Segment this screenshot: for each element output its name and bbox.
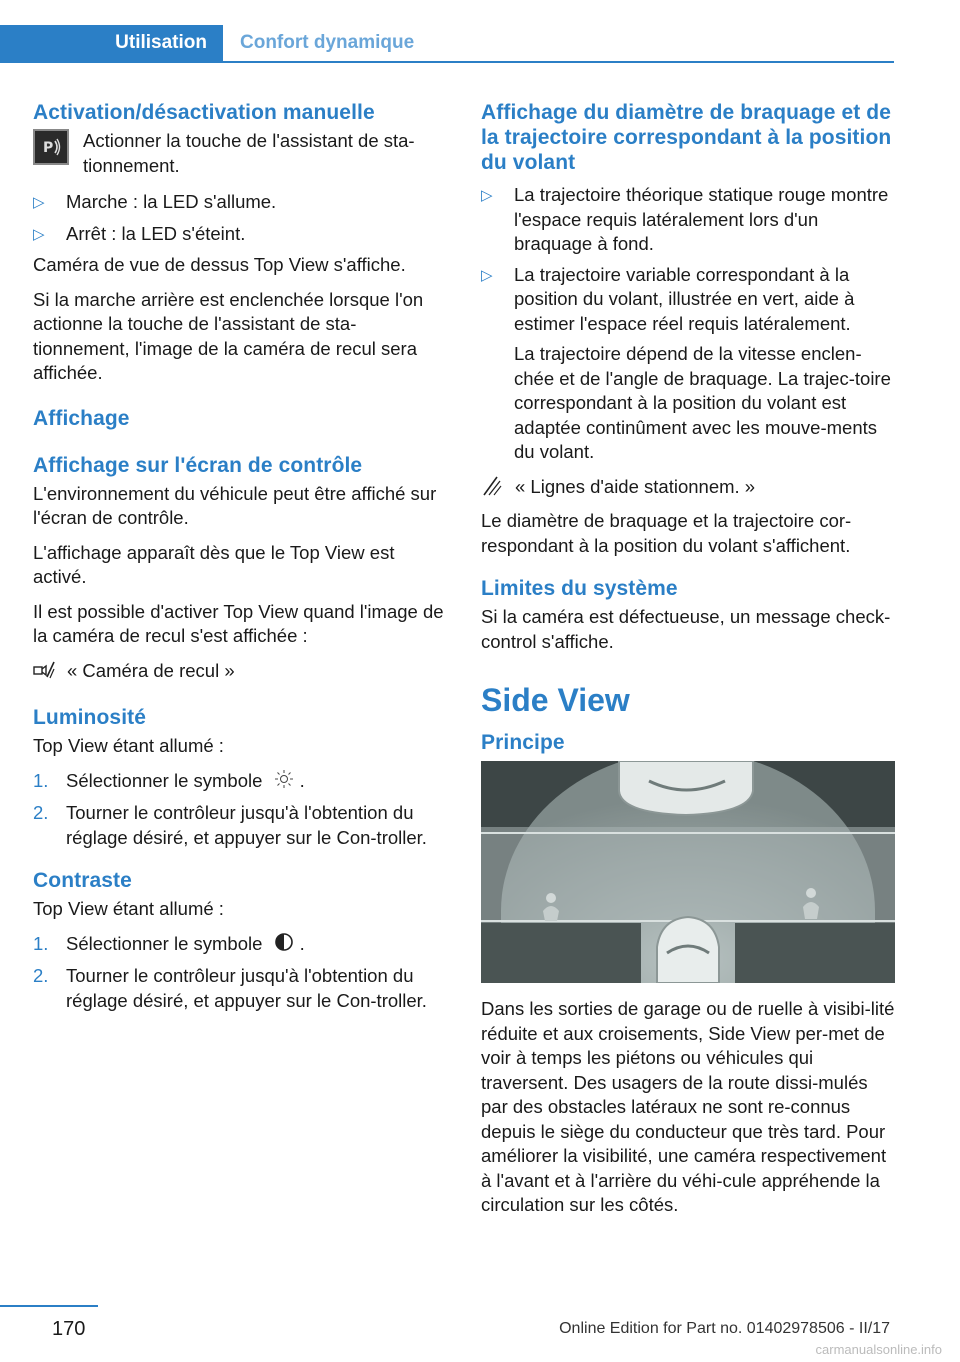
- paragraph: Si la caméra est défectueuse, un message check-control s'affiche.: [481, 606, 891, 652]
- heading-display: Affichage: [33, 406, 130, 430]
- triangle-bullet-icon: ▷: [481, 266, 493, 284]
- paragraph: Il est possible d'activer Top View quand l'image de la caméra de recul s'est affichée :: [33, 600, 444, 646]
- paragraph: L'affichage apparaît dès que le Top View est activé.: [33, 541, 395, 587]
- page-number: 170: [52, 1318, 86, 1340]
- triangle-bullet-icon: ▷: [33, 225, 45, 243]
- paragraph: Top View étant allumé :: [33, 735, 224, 756]
- heading-display-screen: Affichage sur l'écran de contrôle: [33, 453, 363, 477]
- list-item: 2. Tourner le contrôleur jusqu'à l'obtention du réglage désiré, et appuyer sur le Con-troller.: [33, 802, 427, 848]
- tab-confort-dynamique[interactable]: Confort dynamique: [240, 32, 415, 53]
- parking-assistant-button-icon: [33, 129, 69, 165]
- tab-utilisation[interactable]: Utilisation: [0, 25, 223, 61]
- paragraph: L'environnement du véhicule peut être affiché sur l'écran de contrôle.: [33, 482, 437, 528]
- list-item: ▷ Arrêt : la LED s'éteint.: [33, 222, 447, 248]
- paragraph: Caméra de vue de dessus Top View s'affiche.: [33, 254, 406, 275]
- heading-turning-circle: Affichage du diamètre de braquage et de la trajectoire correspondant à la position du volant: [481, 101, 892, 174]
- svg-text:P: P: [43, 140, 54, 156]
- heading-system-limits: Limites du système: [481, 577, 678, 600]
- manual-instruction-text: Actionner la touche de l'assistant de sta-tionnement.: [83, 130, 415, 176]
- rear-camera-menu-item: « Caméra de recul »: [33, 659, 447, 688]
- list-item: ▷ Marche : la LED s'allume.: [33, 190, 447, 216]
- parking-lines-menu-item: « Lignes d'aide stationnem. »: [481, 475, 895, 504]
- list-item: 1. Sélectionner le symbole .: [33, 769, 447, 796]
- edition-note: Online Edition for Part no. 01402978506 - II/17: [559, 1320, 890, 1337]
- paragraph: La trajectoire dépend de la vitesse enclen-chée et de l'angle de braquage. La trajec-toire correspondant à la position du volant est adaptée continûment avec les mouve-ments du volant.: [514, 343, 891, 462]
- heading-side-view: Side View: [481, 682, 630, 718]
- rear-camera-icon: [33, 659, 59, 688]
- list-item: 2. Tourner le contrôleur jusqu'à l'obtention du réglage désiré, et appuyer sur le Con-troller.: [33, 965, 427, 1011]
- parking-lines-icon: [481, 475, 507, 504]
- paragraph: Si la marche arrière est enclenchée lorsque l'on actionne la touche de l'assistant de sta-tionnement, l'image de la caméra de recul sera affichée.: [33, 288, 424, 383]
- heading-manual-activation: Activation/désactivation manuelle: [33, 101, 375, 124]
- heading-principle: Principe: [481, 731, 565, 754]
- footer-rule: [0, 1305, 98, 1307]
- brightness-icon: [274, 769, 294, 796]
- triangle-bullet-icon: ▷: [33, 194, 45, 211]
- watermark: carmanualsonline.info: [815, 1342, 942, 1357]
- triangle-bullet-icon: ▷: [481, 187, 493, 204]
- left-column: [33, 100, 447, 1019]
- list-item: ▷ La trajectoire théorique statique rouge montre l'espace requis latéralement lors d'un braquage à fond.: [481, 183, 895, 257]
- header-tabs: [0, 25, 894, 63]
- contrast-icon: [274, 932, 294, 959]
- right-column: [481, 100, 895, 1228]
- heading-brightness: Luminosité: [33, 706, 147, 729]
- list-item: ▷ La trajectoire variable correspondant à la position du volant, illustrée en vert, aide à estimer l'espace réel requis latéralement.: [481, 263, 895, 337]
- list-item: 1. Sélectionner le symbole .: [33, 932, 447, 959]
- parking-assistant-instruction: [33, 129, 447, 178]
- side-view-illustration: [481, 761, 895, 983]
- paragraph: Dans les sorties de garage ou de ruelle à visibi-lité réduite et aux croisements, Side View per-met de voir à temps les piétons ou véhicules qui traversent. Des usagers de la route dissi-mulés par des obstacles latéraux ne sont re-connus depuis le siège du conducteur que très tard. Pour améliorer la visibilité, une caméra respectivement à l'avant et à l'arrière du véhi-cule appréhende la circulation sur les côtés.: [481, 998, 895, 1215]
- paragraph: Top View étant allumé :: [33, 898, 224, 919]
- paragraph: Le diamètre de braquage et la trajectoire cor-respondant à la position du volant s'affichent.: [481, 510, 852, 556]
- heading-contrast: Contraste: [33, 869, 132, 892]
